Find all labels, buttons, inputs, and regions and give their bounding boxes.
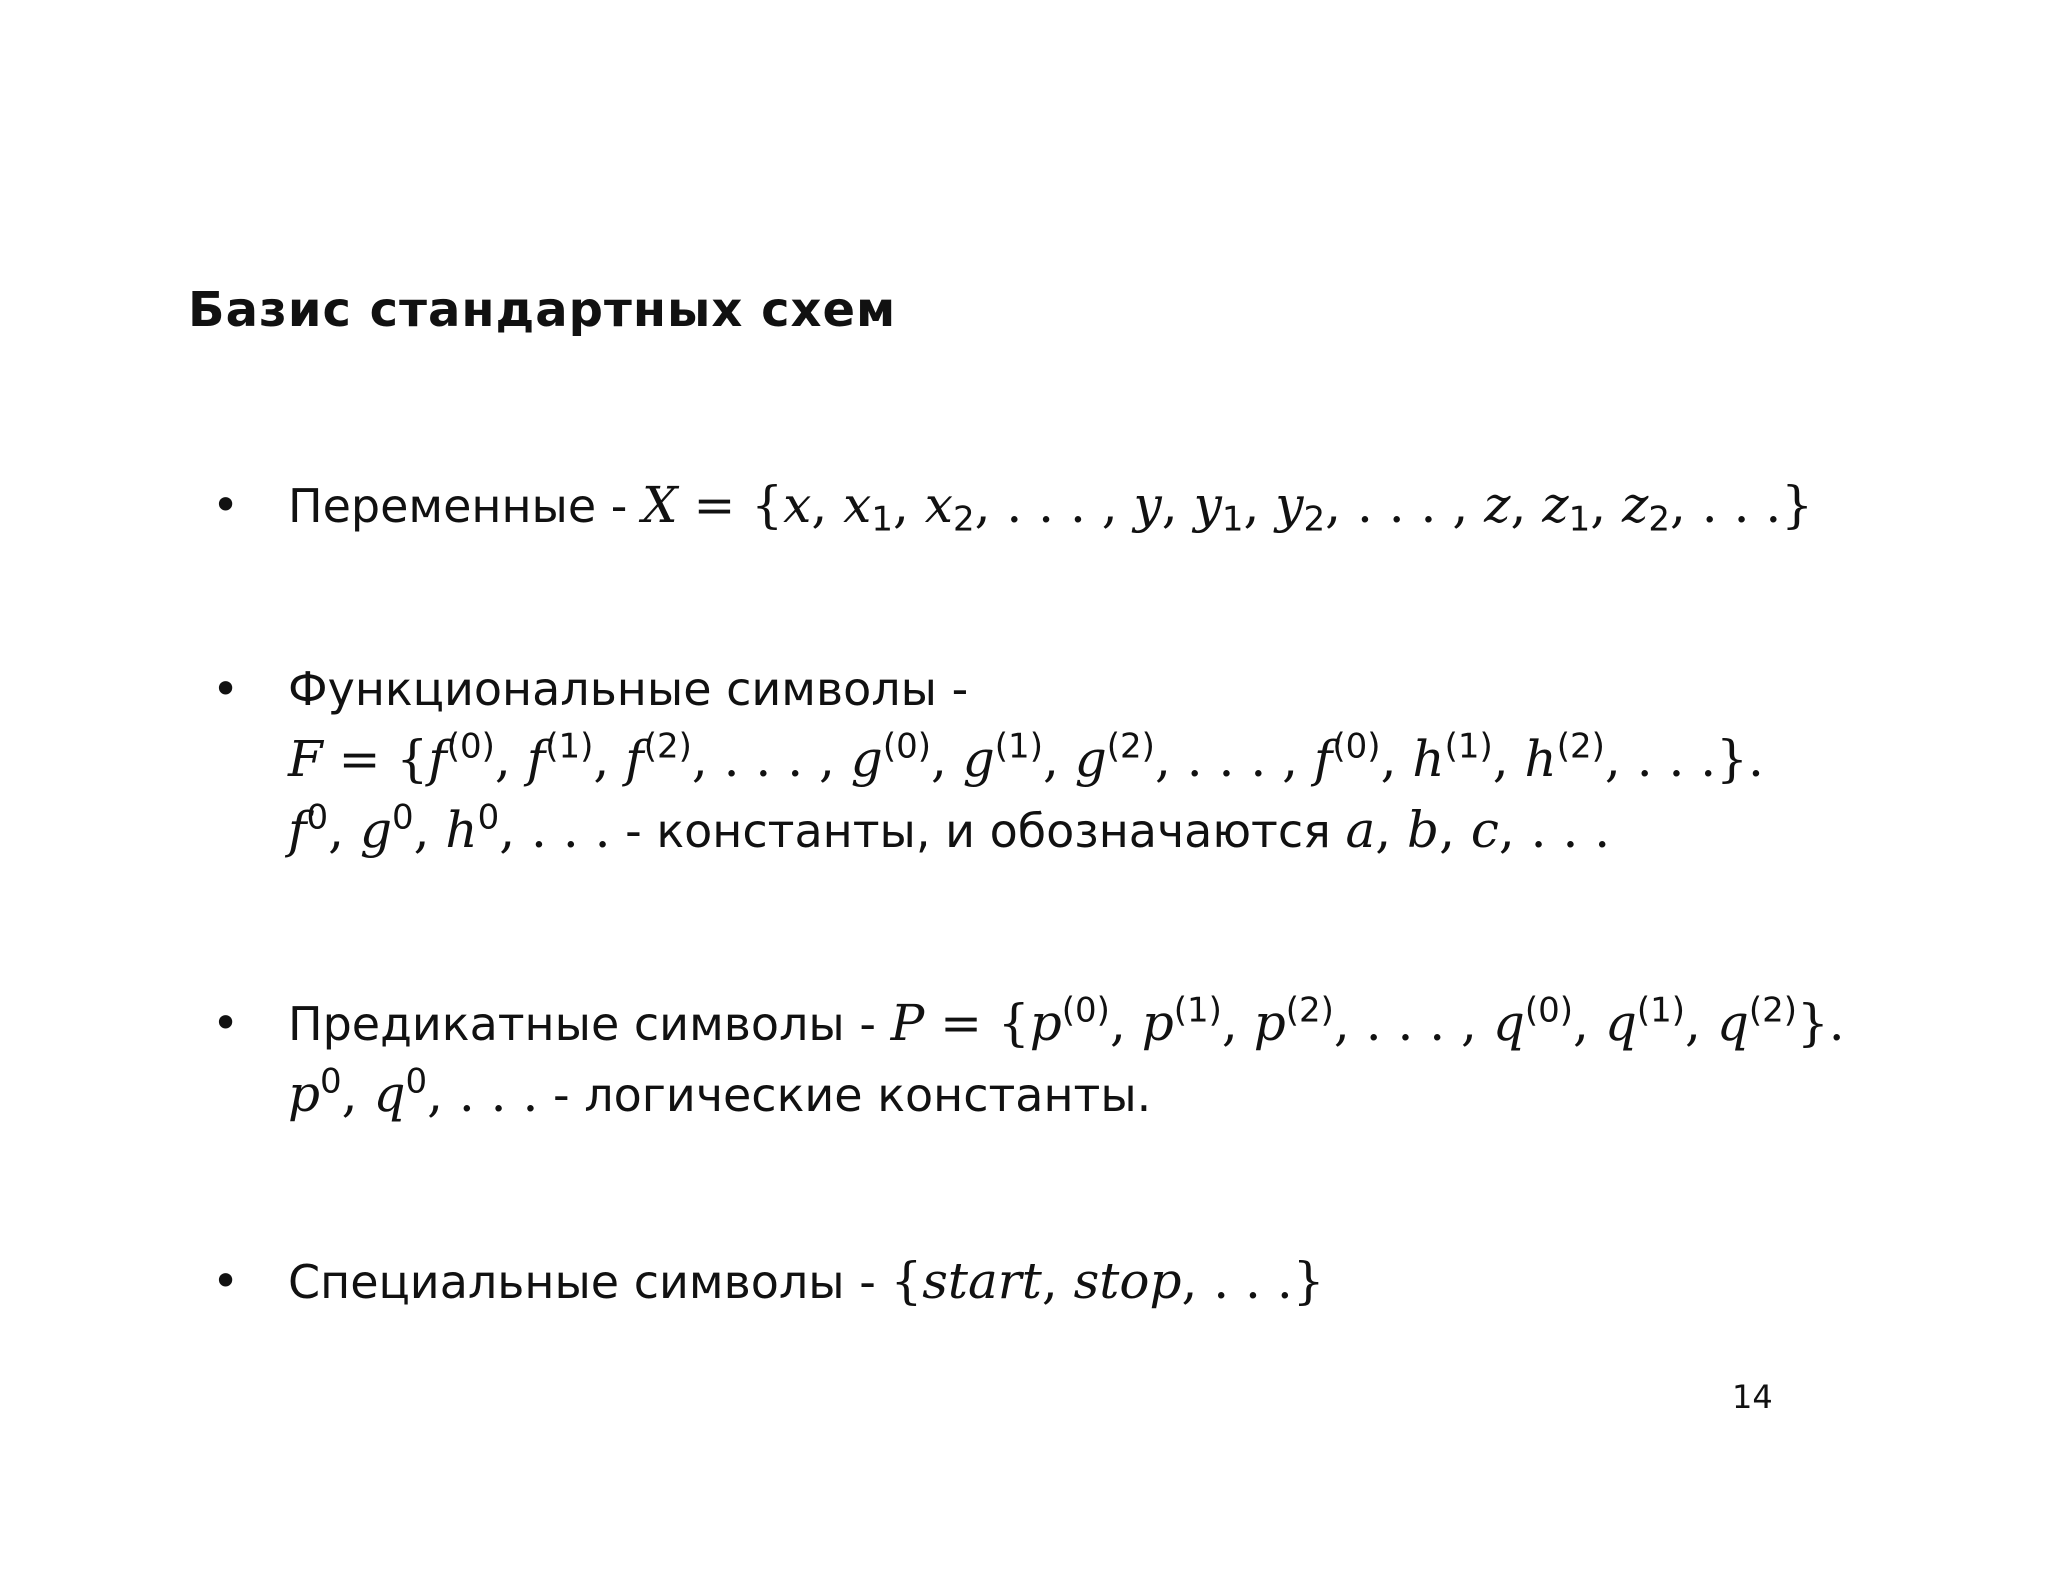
item-note: - логические константы.: [538, 1068, 1152, 1122]
item-label: Предикатные символы -: [288, 997, 891, 1051]
list-item-variables: [212, 470, 1814, 541]
math-constant-names: a, b, c, . . .: [1345, 801, 1611, 859]
item-label: Переменные -: [288, 479, 643, 533]
math-predicate-set: $P = \{p^{(0)}$, $p^{(1)}$, $p^{(2)}$, . . . , $q^{(0)}$, $q^{(1)}$, $q^{(2)}$}.: [890, 990, 1845, 1052]
item-line: [232, 1246, 1325, 1317]
page-number: 14: [1732, 1378, 1773, 1416]
item-line: [232, 724, 1764, 795]
item-line: [232, 988, 1845, 1059]
item-line: [232, 795, 1764, 866]
bullet-icon: •: [212, 478, 240, 532]
slide-title: Базис стандартных схем: [188, 282, 897, 338]
list-item-special-symbols: [212, 1246, 1325, 1317]
math-variables: X = {x, $x_1$, $x_2$, . . . , y, $y_1$, $y_2$, . . . , z, $z_1$, $z_2$, . . .}: [642, 476, 1814, 540]
bullet-icon: •: [212, 996, 240, 1050]
math-constants: $f^0$, $g^0$, $h^0$, . . .: [288, 797, 611, 859]
math-logical-constants: $p^0$, $q^0$, . . .: [288, 1061, 539, 1123]
list-item-function-symbols: [212, 654, 1764, 866]
bullet-icon: •: [212, 662, 240, 716]
math-function-set: $F = \{f^{(0)}$, $f^{(1)}$, $f^{(2)}$, . . . , $g^{(0)}$, $g^{(1)}$, $g^{(2)}$, . . . , $f^{(0)}$, $h^{(1)}$, $h^{(2)}$, . . .}.: [288, 726, 1764, 788]
bullet-icon: •: [212, 1254, 240, 1308]
list-item-predicate-symbols: [212, 988, 1845, 1130]
item-line: [232, 654, 1764, 724]
item-line: [232, 1059, 1845, 1130]
item-label: Функциональные символы -: [288, 662, 969, 716]
math-special-set: {start, stop, . . .}: [890, 1252, 1325, 1310]
item-note: - константы, и обозначаются: [610, 804, 1346, 858]
item-line: [232, 470, 1813, 541]
item-label: Специальные символы -: [288, 1255, 891, 1309]
